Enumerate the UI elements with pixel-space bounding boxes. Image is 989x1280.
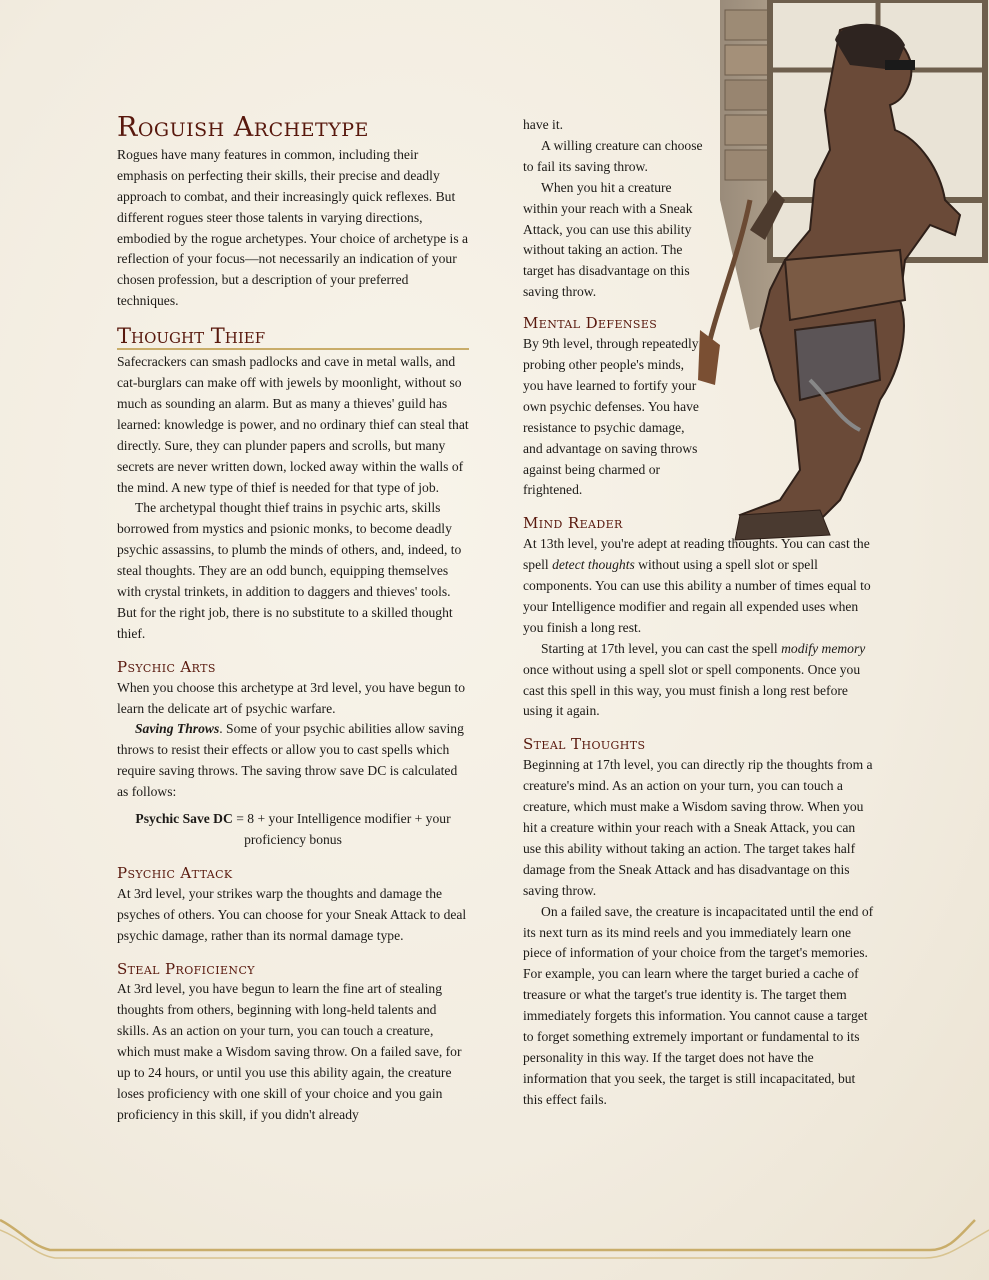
steal-proficiency-heading: Steal Proficiency bbox=[117, 959, 255, 978]
mind-reader-text-b: without using a spell slot or spell components. You can use this ability a number of times equal to your Intelligence modifier and regain all expended uses when you finish a long rest. bbox=[523, 557, 871, 635]
steal-thoughts-paragraph-2: On a failed save, the creature is incapacitated until the end of its next turn as its mind reels and you immediately learn one piece of information of your choice from the target's memories. For example, you can learn where the target buried a cache of treasure or what the target's true identity is. The target them immediately forgets this information. You cannot cause a target to forget something extremely important or fundamental to its personality in this way. If the target does not have the information that you seek, the target is still incapacitated, but this effect fails. bbox=[523, 903, 874, 1107]
continued-text: have it. bbox=[523, 117, 564, 132]
psychic-arts-heading: Psychic Arts bbox=[117, 657, 216, 676]
psychic-arts-paragraph: When you choose this archetype at 3rd level, you have begun to learn the delicate art of psychic warfare. bbox=[117, 679, 466, 716]
right-column bbox=[523, 115, 875, 1111]
thought-thief-paragraph-2: The archetypal thought thief trains in psychic arts, skills borrowed from mystics and psionic monks, to become deadly psychic assassins, to plumb the minds of others, and, indeed, to steal thoughts. They are an odd bunch, equipping themselves with crystal trinkets, in addition to daggers and thieves' tools. But for the right job, there is no substitute to a skilled thought thief. bbox=[117, 500, 462, 641]
left-column bbox=[117, 100, 469, 1126]
thought-thief-paragraph-1: Safecrackers can smash padlocks and cave in metal walls, and cat-burglars can make off with jewels by moonlight, without so much as sounding an alarm. But as many a thieves' guild has learned: knowledge is power, and no ordinary thief can steal that directly. Sure, they can plunder papers and scrolls, but many secrets are never written down, locked away within the walls of the mind. A new type of thief is needed for that type of job. bbox=[117, 354, 469, 495]
saving-throws-paragraph bbox=[117, 719, 469, 803]
archetype-paragraph: Rogues have many features in common, including their emphasis on perfecting their skills, their precise and deadly approach to combat, and their increasingly quick reflexes. But different rogues steer those talents in varying directions, embodied by the rogue archetypes. Your choice of archetype is a reflection of your focus—not necessarily an indication of your chosen profession, but a description of your preferred techniques. bbox=[117, 146, 469, 309]
mind-reader-heading: Mind Reader bbox=[523, 514, 623, 533]
mental-defenses-heading: Mental Defenses bbox=[523, 314, 658, 333]
mind-reader-paragraph-2 bbox=[523, 639, 875, 723]
steal-thoughts-heading: Steal Thoughts bbox=[523, 735, 646, 754]
mind-reader-paragraph-1 bbox=[523, 534, 875, 639]
modify-memory-spell: modify memory bbox=[781, 640, 866, 656]
save-dc-formula bbox=[117, 809, 469, 851]
willing-creature-paragraph: A willing creature can choose to fail its saving throw. bbox=[523, 137, 703, 174]
psychic-attack-paragraph: At 3rd level, your strikes warp the thoughts and damage the psyches of others. You can choose for your Sneak Attack to deal psychic damage, rather than its normal damage type. bbox=[117, 885, 467, 943]
saving-throws-text: . Some of your psychic abilities allow saving throws to resist their effects or allow you to cast spells which require saving throws. The saving throw save DC is calculated as follows: bbox=[117, 721, 464, 800]
mind-reader-text-c: Starting at 17th level, you can cast the spell bbox=[541, 640, 782, 656]
save-dc-label: Psychic Save DC bbox=[135, 811, 233, 827]
page-footer-ornament bbox=[0, 1200, 989, 1280]
sneak-attack-paragraph: When you hit a creature within your reach with a Sneak Attack, you can use this ability without taking an action. The target has disadvantage on this saving throw. bbox=[523, 179, 693, 300]
psychic-attack-heading: Psychic Attack bbox=[117, 863, 233, 882]
steal-thoughts-paragraph-1: Beginning at 17th level, you can directly rip the thoughts from a creature's mind. As an action on your turn, you can touch a creature, which must make a Wisdom saving throw. When you hit a creature within your reach with a Sneak Attack, you can use this ability without taking an action. The target takes half damage from the Sneak Attack and has disadvantage on this saving throw. bbox=[523, 757, 873, 898]
mental-defenses-paragraph: By 9th level, through repeatedly probing other people's minds, you have learned to fortify your own psychic defenses. You have resistance to psychic damage, and advantage on saving throws against being charmed or frightened. bbox=[523, 336, 699, 498]
mind-reader-text-a: At 13th level, you're adept at reading thoughts. You can cast the spell bbox=[523, 536, 870, 573]
steal-proficiency-paragraph: At 3rd level, you have begun to learn the fine art of stealing thoughts from others, beginning with long-held talents and skills. As an action on your turn, you can touch a creature, which must make a Wisdom saving throw. On a failed save, for up to 24 hours, or until you use this ability again, the creature loses proficiency with one skill of your choice and you gain proficiency in this skill, if you didn't already bbox=[117, 981, 462, 1122]
mind-reader-text-d: once without using a spell slot or spell components. Once you cast this spell in this way, you must finish a long rest before using it again. bbox=[523, 661, 861, 719]
archetype-heading: Roguish Archetype bbox=[117, 112, 369, 143]
saving-throws-label: Saving Throws bbox=[135, 721, 220, 737]
thought-thief-heading: Thought Thief bbox=[117, 326, 469, 350]
detect-thoughts-spell: detect thoughts bbox=[552, 557, 635, 573]
save-dc-text: = 8 + your Intelligence modifier + your proficiency bonus bbox=[232, 811, 451, 847]
